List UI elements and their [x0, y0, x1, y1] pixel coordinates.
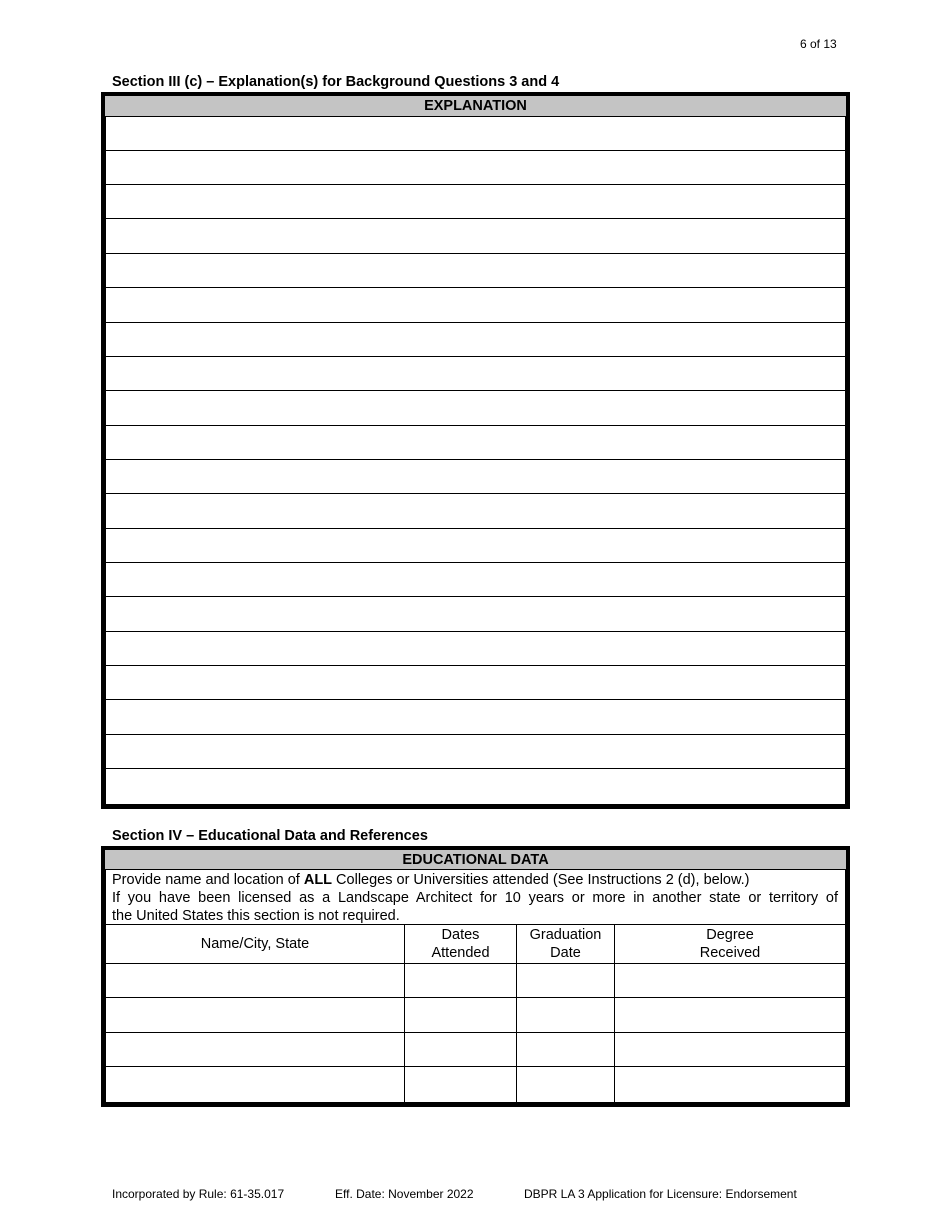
educational-header: EDUCATIONAL DATA [105, 850, 846, 870]
explanation-row-line [106, 218, 845, 219]
column-header-graduation: Graduation Date [529, 927, 602, 961]
explanation-row-line [106, 631, 845, 632]
table-row-line [106, 1066, 845, 1067]
column-header-dates: Dates Attended [431, 927, 490, 961]
explanation-row-line [106, 425, 845, 426]
footer-form-name: DBPR LA 3 Application for Licensure: Endorsement [524, 1187, 797, 1201]
explanation-row-line [106, 184, 845, 185]
explanation-header: EXPLANATION [105, 96, 846, 117]
explanation-row-line [106, 150, 845, 151]
table-row-line [106, 1032, 845, 1033]
footer-rule: Incorporated by Rule: 61-35.017 [112, 1187, 285, 1201]
instructions-emphasis: ALL [303, 872, 333, 888]
explanation-row-line [106, 699, 845, 700]
explanation-row-line [106, 734, 845, 735]
explanation-row-line [106, 356, 845, 357]
explanation-row-line [106, 562, 845, 563]
table-header-top-line [106, 924, 845, 925]
section-3-title: Section III (c) – Explanation(s) for Background Questions 3 and 4 [112, 74, 560, 90]
instructions-line-1: Provide name and location of ALL Colleges or Universities attended (See Instructions 2 (d), below.) [112, 872, 750, 888]
explanation-row-line [106, 322, 845, 323]
column-header-name: Name/City, State [200, 936, 310, 952]
explanation-row-line [106, 287, 845, 288]
footer-effective-date: Eff. Date: November 2022 [335, 1187, 474, 1201]
explanation-row-line [106, 459, 845, 460]
table-row-line [106, 963, 845, 964]
instructions-line-3: the United States this section is not required. [112, 908, 400, 924]
column-header-degree: Degree Received [699, 927, 761, 961]
explanation-row-line [106, 253, 845, 254]
table-row-line [106, 997, 845, 998]
explanation-row-line [106, 596, 845, 597]
explanation-row-line [106, 390, 845, 391]
instructions-line-2: If you have been licensed as a Landscape Architect for 10 years or more in another state or territory of [112, 890, 838, 906]
explanation-row-line [106, 493, 845, 494]
explanation-row-line [106, 768, 845, 769]
explanation-row-line [106, 528, 845, 529]
section-4-title: Section IV – Educational Data and References [112, 828, 428, 844]
page-number: 6 of 13 [800, 37, 837, 51]
explanation-row-line [106, 665, 845, 666]
